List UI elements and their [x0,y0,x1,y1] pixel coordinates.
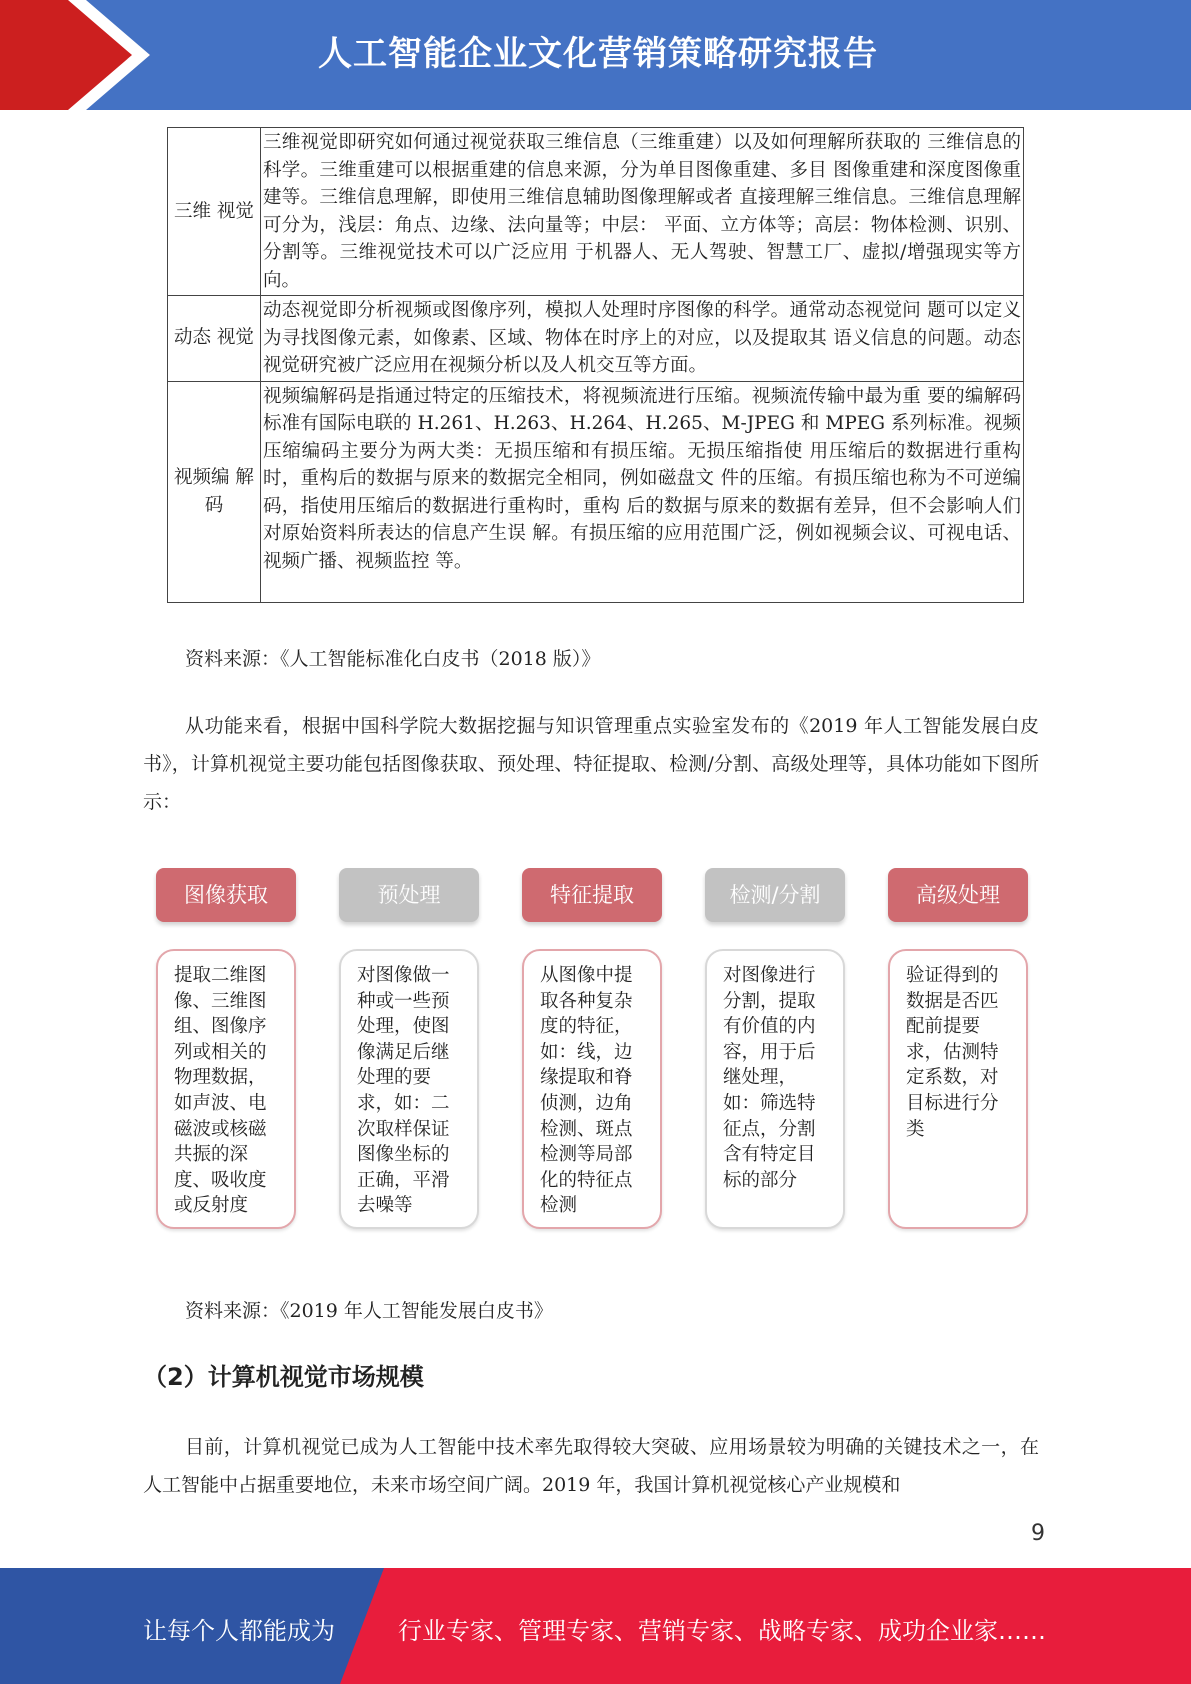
table-row [168,128,1024,296]
table-term-cell: 三维 视觉 [168,128,261,296]
step-description: 验证得到的数据是否匹配前提要求，估测特定系数，对目标进行分类 [888,949,1028,1229]
footer-slogan-right: 行业专家、管理专家、营销专家、战略专家、成功企业家…… [398,1617,1046,1645]
diagram-step [888,868,1028,1140]
diagram-step [339,868,479,1217]
function-diagram [156,868,1032,1228]
vision-tech-table [167,127,1024,603]
table-row [168,381,1024,602]
report-title: 人工智能企业文化营销策略研究报告 [318,34,878,74]
diagram-step [705,868,845,1191]
source-note: 资料来源：《2019 年人工智能发展白皮书》 [185,1300,553,1322]
body-paragraph: 从功能来看，根据中国科学院大数据挖掘与知识管理重点实验室发布的《2019 年人工智能发展白皮书》，计算机视觉主要功能包括图像获取、预处理、特征提取、检测/分割、高级处理等，具体功能如下图所示： [143,715,1039,813]
table-term-cell: 动态 视觉 [168,296,261,382]
table-desc-cell: 视频编解码是指通过特定的压缩技术，将视频流进行压缩。视频流传输中最为重 要的编解码标准有国际电联的 H.261、H.263、H.264、H.265、M-JPEG 和 MPEG 系列标准。视频压缩编码主要分为两大类：无损压缩和有损压缩。无损压缩指使 用压缩后的数据进行重构时，重构后的数据与原来的数据完全相同，例如磁盘文 件的压缩。有损压缩也称为不可逆编码，指使用压缩后的数据进行重构时，重构 后的数据与原来的数据有差异，但不会影响人们对原始资料所表达的信息产生误 解。有损压缩的应用范围广泛，例如视频会议、可视电话、视频广播、视频监控 等。 [261,381,1024,602]
table-row [168,296,1024,382]
table-term-cell: 视频编 解码 [168,381,261,602]
step-label: 特征提取 [522,868,662,922]
step-description: 从图像中提取各种复杂度的特征，如：线，边缘提取和脊侦测，边角检测、斑点检测等局部化的特征点检测 [522,949,662,1229]
source-note: 资料来源：《人工智能标准化白皮书（2018 版）》 [185,648,601,670]
step-label: 预处理 [339,868,479,922]
step-label: 图像获取 [156,868,296,922]
diagram-step [522,868,662,1217]
body-paragraph: 目前，计算机视觉已成为人工智能中技术率先取得较大突破、应用场景较为明确的关键技术之一，在人工智能中占据重要地位，未来市场空间广阔。2019 年，我国计算机视觉核心产业规模和 [143,1436,1039,1496]
step-description: 提取二维图像、三维图组、图像序列或相关的物理数据，如声波、电磁波或核磁共振的深度、吸收度或反射度 [156,949,296,1229]
step-label: 检测/分割 [705,868,845,922]
step-description: 对图像进行分割，提取有价值的内容，用于后继处理，如：筛选特征点，分割含有特定目标的部分 [705,949,845,1229]
table-desc-cell: 动态视觉即分析视频或图像序列，模拟人处理时序图像的科学。通常动态视觉问 题可以定义为寻找图像元素，如像素、区域、物体在时序上的对应，以及提取其 语义信息的问题。动态视觉研究被广泛应用在视频分析以及人机交互等方面。 [261,296,1024,382]
step-description: 对图像做一种或一些预处理，使图像满足后继处理的要求，如：二次取样保证图像坐标的正确，平滑去噪等 [339,949,479,1229]
footer-slogan-left: 让每个人都能成为 [143,1617,335,1645]
page-header [0,0,1191,110]
step-label: 高级处理 [888,868,1028,922]
page-footer [0,1568,1191,1684]
section-heading: （2）计算机视觉市场规模 [143,1363,424,1391]
page-number: 9 [1031,1521,1045,1546]
diagram-step [156,868,296,1217]
header-red-arrow [0,0,150,110]
table-desc-cell: 三维视觉即研究如何通过视觉获取三维信息（三维重建）以及如何理解所获取的 三维信息的科学。三维重建可以根据重建的信息来源，分为单目图像重建、多目 图像重建和深度图像重建等。三维信息理解，即使用三维信息辅助图像理解或者 直接理解三维信息。三维信息理解可分为，浅层：角点、边缘、法向量等；中层： 平面、立方体等；高层：物体检测、识别、分割等。三维视觉技术可以广泛应用 于机器人、无人驾驶、智慧工厂、虚拟/增强现实等方向。 [261,128,1024,296]
